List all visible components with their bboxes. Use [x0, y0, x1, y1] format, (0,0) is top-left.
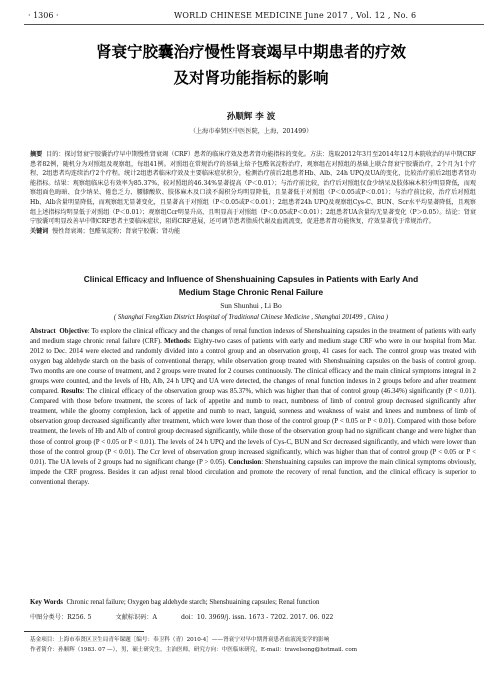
article-meta	[30, 612, 476, 621]
title-en-line1: Clinical Efficacy and Influence of Shenshuaining Capsules in Patients with Early And	[83, 274, 419, 284]
keywords-cn-text: 慢性肾衰竭；包醛氧淀粉；肾衰宁胶囊；肾功能	[52, 227, 181, 235]
footnote-divider	[24, 631, 144, 632]
methods-text: Eighty-two cases of patients with early and medium stage CRF who were in our hospital from Mar. 2012 to Dec. 2014 were elected and randomly divided into a control group and an observation group, 41 cases for each. The control group was treated with oxygen bag aldehyde starch on the basis of conventional therapy, while observation group treated with Shenshuaining capsules on the basis of control group. Two months are one course of treatment, and 2 groups were treated for 2 courses continuously. The clinical efficacy and the main clinical symptoms integral in 2 groups were counted, and the levels of Hb, Alb, 24 h UPQ and UA were detected, the changes of renal function indexes in 2 groups before and after treatment compared.	[30, 338, 476, 396]
objective-label: Objective	[59, 328, 88, 335]
title-cn-line1: 肾衰宁胶囊治疗慢性肾衰竭早中期患者的疗效	[95, 43, 406, 61]
authors-cn: 孙顺辉 李 波	[226, 112, 276, 122]
affiliation-cn: （上海市奉贤区中医医院，上海，201499）	[189, 128, 313, 135]
results-label: Results	[61, 388, 83, 396]
abstract-en-label: Abstract	[30, 328, 56, 335]
objective-text: To explore the clinical efficacy and the changes of renal function indexes of Shenshuaining capsules in the treatment of patients with early and medium stage chronic renal failure (CRF).	[30, 328, 477, 346]
affiliation-en: ( Shanghai FengXian District Hospital of Traditional Chinese Medicine , Shanghai 201499 , China )	[113, 314, 389, 321]
clc-number: 中图分类号：R256. 5	[30, 614, 92, 621]
keywords-en-text: Chronic renal failure; Oxygen bag aldehyde starch; Shenshuaining capsules; Renal function	[66, 599, 320, 606]
doi: doi：10. 3969/j. issn. 1673 - 7202. 2017. 06. 022	[181, 614, 334, 621]
keywords-en-label: Key Words	[30, 599, 63, 606]
title-en-line2: Medium Stage Chronic Renal Failure	[178, 287, 324, 297]
keywords-en	[30, 598, 476, 608]
page-number: · 1306 ·	[28, 11, 59, 20]
footnote-fund: 基金项目：上海市奉贤区卫生局青年课题［编号：奉卫科（青）2010-4］——肾衰宁对早中期肾衰患者血液流变学的影响	[30, 637, 330, 643]
conclusion-text: Shenshuaining capsules can improve the main clinical symptoms obviously, impede the CRF progress. Besides it can adjust renal blood circulation and promote the recovery of renal function, and the clinical efficacy is superior to conventional therapy.	[30, 458, 476, 486]
abstract-en: Abstract Objective: To explore the clinical efficacy and the changes of renal function indexes of Shenshuaining capsules in the treatment of patients with early and medium stage chronic renal failure (CRF). Methods: Eighty-two cases of patients with early and medium stage CRF who were in our hospital from Mar. 2012 to Dec. 2014 were elected and randomly divided into a control group and an observation group, 41 cases for each. The control group was treated with oxygen bag aldehyde starch on the basis of conventional therapy, while observation group treated with Shenshuaining capsules on the basis of control group. Two months are one course of treatment, and 2 groups were treated for 2 courses continuously. The clinical efficacy and the main clinical symptoms integral in 2 groups were counted, and the levels of Hb, Alb, 24 h UPQ and UA were detected, the changes of renal function indexes in 2 groups before and after treatment compared. Results: The clinical efficacy of the observation group was 85.37%, which was higher than that of control group (46.34%) significantly (P < 0.01). Compared with those before treatment, the scores of lack of appetite and numb to react, numbness of limb of control group decreased significantly after treatment, while the gloomy complexion, lack of appetite and numb to react, languid, soreness and weakness of waist and knees and numbness of limb of observation group decreased significantly after treatment, which were lower than those of the control group (P < 0.05 or P < 0.01). Compared with those before treatment, the levels of Hb and Alb of control group decreased significantly, while those of the observation group had no significant change and were higher than those of control group (P < 0.05 or P < 0.01). The levels of 24 h UPQ and the levels of Cys-C, BUN and Scr decreased significantly, and which were lower than those of the control group (P < 0.01). The Ccr level of observation group increased significantly, which was higher than that of control group (P < 0.05 or P < 0.01). The UA levels of 2 groups had no significant change (P > 0.05). Conclusion: Shenshuaining capsules can improve the main clinical symptoms obviously, impede the CRF progress. Besides it can adjust renal blood circulation and promote the recovery of renal function, and the clinical efficacy is superior to conventional therapy.	[30, 328, 477, 486]
document-code: 文献标识码：A	[115, 614, 158, 621]
methods-label: Methods	[164, 338, 190, 346]
abstract-cn	[30, 150, 476, 236]
footnote-author: 作者简介：孙顺辉（1983. 07 —），男，硕士研究生，主治医师，研究方向：中医临床研究，E-mail：travelsong@hotmail. com	[30, 647, 358, 653]
abstract-cn-label: 摘要	[30, 151, 43, 158]
journal-citation: WORLD CHINESE MEDICINE June 2017 , Vol. 12 , No. 6	[174, 11, 417, 20]
title-cn-line2: 及对肾功能指标的影响	[173, 69, 329, 87]
keywords-cn-label: 关键词	[30, 227, 49, 235]
conclusion-label: Conclusion	[228, 458, 262, 466]
results-text: The clinical efficacy of the observation group was 85.37%, which was higher than that of control group (46.34%) significantly (P < 0.01). Compared with those before treatment, the scores of lack of appetite and numb to react, numbness of limb of control group decreased significantly after treatment, while the gloomy complexion, lack of appetite and numb to react, languid, soreness and weakness of waist and knees and numbness of limb of observation group decreased significantly after treatment, which were lower than those of the control group (P < 0.05 or P < 0.01). Compared with those before treatment, the levels of Hb and Alb of control group decreased significantly, while those of the observation group had no significant change and were higher than those of control group (P < 0.05 or P < 0.01). The levels of 24 h UPQ and the levels of Cys-C, BUN and Scr decreased significantly, and which were lower than those of the control group (P < 0.01). The Ccr level of observation group increased significantly, which was higher than that of control group (P < 0.05 or P < 0.01). The UA levels of 2 groups had no significant change (P > 0.05).	[30, 388, 476, 466]
running-header	[24, 8, 484, 25]
authors-en: Sun Shunhui , Li Bo	[220, 301, 282, 310]
abstract-cn-text: 目的：探讨肾衰宁胶囊治疗早中期慢性肾衰竭（CRF）患者的临床疗效及患者肾功能指标的变化。方法：选取2012年3月至2014年12月本院收治的早中期CRF患者82例，随机分为对照组及观察组，每组41例。对照组在常规治疗的基础上给予包醛氧淀粉治疗，观察组在对照组的基础上联合肾衰宁胶囊治疗，2个月为1个疗程，2组患者均连续治疗2个疗程。统计2组患者临床疗效及主要临床症状积分，检测治疗前后2组患者Hb、Alb、24h UPQ及UA的变化，比较治疗前后2组患者肾功能指标。结果：观察组临床总有效率为85.37%，较对照组的46.34%显著提高（P＜0.01）；与治疗前比较，治疗后对照组仅食少纳呆及肢体麻木积分明显降低，而观察组面色晦暗、食少纳呆、倦怠乏力、腰膝酸软、肢体麻木及口淡不渴积分均明显降低，且显著低于对照组（P＜0.05或P＜0.01）；与治疗前比较，治疗后对照组Hb、Alb含量明显降低，而观察组无显著变化，且显著高于对照组（P＜0.05或P＜0.01）；2组患者24h UPQ及观察组Cys-C、BUN、Scr水平均显著降低，且观察组上述指标均明显低于对照组（P＜0.01）；观察组Ccr明显升高，且明显高于对照组（P＜0.05或P＜0.01）；2组患者UA含量均无显著变化（P＞0.05）。结论：肾衰宁胶囊可明显改善早中期CRF患者主要临床症状，阻碍CRF进展，还可调节患者脂质代谢及血流流变，促进患者肾功能恢复，疗效显著优于常规治疗。	[30, 151, 477, 226]
